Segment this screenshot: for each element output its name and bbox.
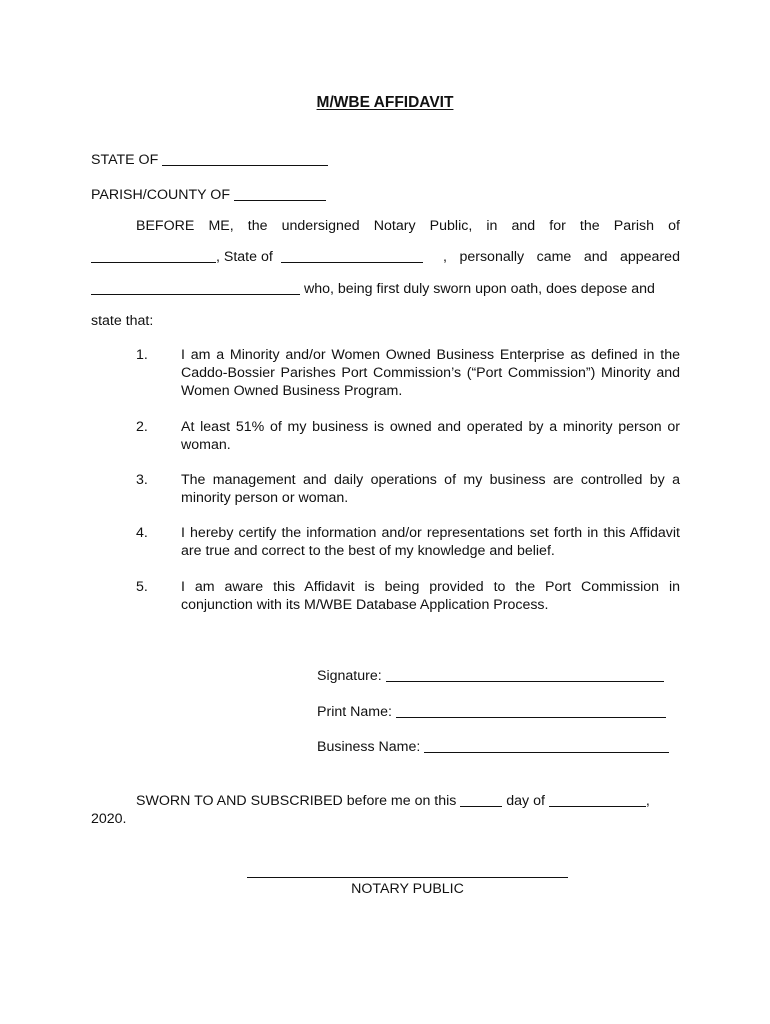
item-text: The management and daily operations of my business are controlled by a minority person or woman. [181,472,680,506]
print-name-row [317,703,666,721]
parish-county-label: PARISH/COUNTY OF [91,187,230,203]
signature-row [317,667,664,685]
intro-line-3 [91,280,655,298]
intro-word: and [583,249,608,265]
sworn-comma: , [645,793,650,809]
item-text: I hereby certify the information and/or representations set forth in this Affidavit are true and correct to the best of my knowledge and belief. [181,525,680,559]
sworn-year: 2020. [91,811,127,827]
signature-label: Signature: [317,668,382,684]
signature-blank[interactable] [386,667,664,682]
state-name-blank[interactable] [281,248,423,263]
intro-line-1 [136,217,680,235]
intro-word: the [247,218,268,234]
intro-word: appeared [620,249,680,265]
item-number: 5. [136,579,148,595]
intro-state-label: , State of [216,249,273,265]
notary-signature-line[interactable] [247,877,568,878]
item-number: 2. [136,419,148,435]
item-number: 3. [136,472,148,488]
parish-county-row [91,186,326,204]
intro-word: Parish [613,218,654,234]
state-of-row [91,151,328,169]
intro-word: ME, [208,218,234,234]
parish-county-blank[interactable] [234,186,326,201]
intro-word: Notary [373,218,416,234]
parish-name-blank[interactable] [91,248,216,263]
item-text: At least 51% of my business is owned and operated by a minority person or woman. [181,419,680,453]
notary-public-label: NOTARY PUBLIC [351,881,464,897]
print-name-blank[interactable] [396,703,666,718]
intro-word: and [511,218,536,234]
state-of-label: STATE OF [91,152,159,168]
sworn-text: SWORN TO AND SUBSCRIBED before me on this [136,793,457,809]
appearer-name-blank[interactable] [91,280,300,295]
intro-word: Public, [429,218,473,234]
print-name-label: Print Name: [317,704,392,720]
intro-word: BEFORE [136,218,195,234]
intro-word: , [443,249,447,265]
document-title: M/WBE AFFIDAVIT [316,94,454,111]
business-name-row [317,738,669,756]
business-name-label: Business Name: [317,739,421,755]
intro-line-4: state that: [91,313,154,329]
sworn-day-of: day of [506,793,545,809]
sworn-line [136,792,650,810]
sworn-day-blank[interactable] [460,792,502,807]
item-number: 1. [136,347,148,363]
intro-word: of [668,218,680,234]
intro-word: in [486,218,498,234]
intro-word: the [579,218,600,234]
item-text: I am a Minority and/or Women Owned Business Enterprise as defined in the Caddo-Bossier Parishes Port Commission’s (“Port Commission”) Minority and Women Owned Business Program. [181,347,680,399]
item-number: 4. [136,525,148,541]
business-name-blank[interactable] [424,738,669,753]
state-of-blank[interactable] [162,151,328,166]
intro-word: came [536,249,572,265]
intro-line-2-right [443,248,680,266]
intro-word: undersigned [281,218,360,234]
intro-line-3-text: who, being first duly sworn upon oath, does depose and [303,281,655,297]
intro-word: personally [459,249,525,265]
sworn-month-blank[interactable] [549,792,646,807]
item-text: I am aware this Affidavit is being provided to the Port Commission in conjunction with its M/WBE Database Application Process. [181,579,680,613]
intro-word: for [549,218,566,234]
intro-line-2-left [91,248,423,266]
